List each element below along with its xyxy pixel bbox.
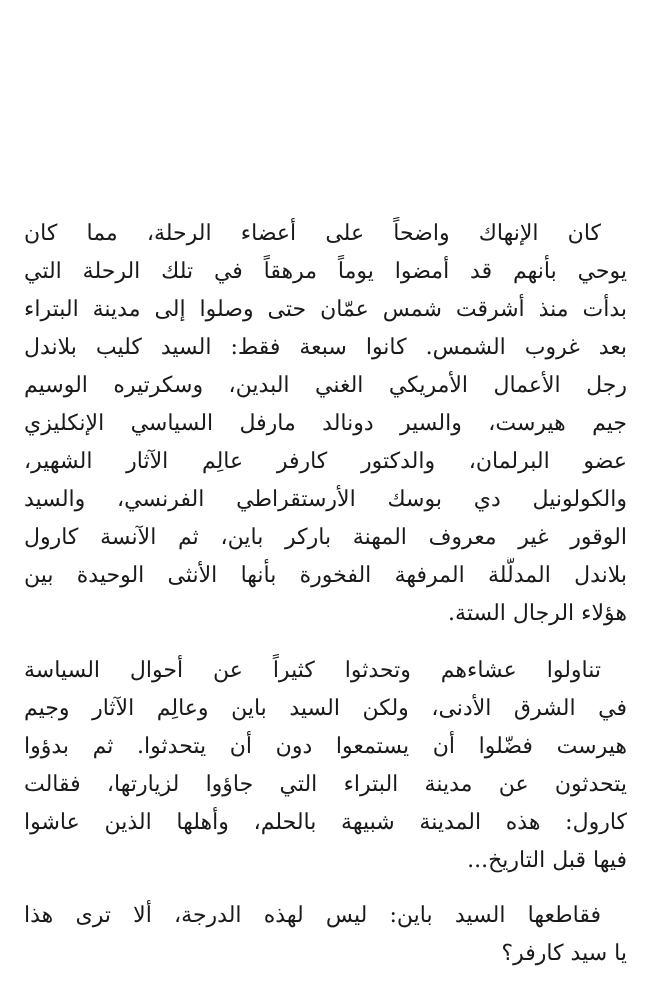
paragraph-2 [24,652,627,880]
text-line: في الشرق الأدنى، ولكن السيد باين وعالِم الآثار وجيم [24,696,627,721]
paragraph-1 [24,215,627,633]
text-line: فقاطعها السيد باين: ليس لهذه الدرجة، ألا ترى هذا [24,903,601,928]
text-line: كارول: هذه المدينة شبيهة بالحلم، وأهلها الذين عاشوا [24,810,627,835]
text-line: جيم هيرست، والسير دونالد مارفل السياسي الإنكليزي [24,411,627,436]
text-line: فيها قبل التاريخ... [467,848,627,873]
text-line: والكولونيل دي بوسك الأرستقراطي الفرنسي، والسيد [24,487,627,512]
text-line: هيرست فضّلوا أن يستمعوا دون أن يتحدثوا. ثم بدؤوا [24,734,627,759]
text-line: هؤلاء الرجال الستة. [448,601,627,626]
text-line: بدأت منذ أشرقت شمس عمّان حتى وصلوا إلى مدينة البتراء [24,297,627,322]
text-line: يوحي بأنهم قد أمضوا يوماً مرهقاً في تلك الرحلة التي [24,259,627,284]
text-line: كان الإنهاك واضحاً على أعضاء الرحلة، مما كان [24,221,601,246]
text-line: بلاندل المدلَّلة المرفهة الفخورة بأنها الأنثى الوحيدة بين [24,563,627,588]
text-line: الوقور غير معروف المهنة باركر باين، ثم الآنسة كارول [24,525,627,550]
text-line: تناولوا عشاءهم وتحدثوا كثيراً عن أحوال السياسة [24,658,601,683]
paragraph-3 [24,897,627,973]
text-line: رجل الأعمال الأمريكي الغني البدين، وسكرتيره الوسيم [24,373,627,398]
text-line: يا سيد كارفر؟ [501,941,627,966]
text-line: يتحدثون عن مدينة البتراء التي جاؤوا لزيارتها، فقالت [24,772,627,797]
text-line: بعد غروب الشمس. كانوا سبعة فقط: السيد كليب بلاندل [24,335,627,360]
text-line: عضو البرلمان، والدكتور كارفر عالِم الآثار الشهير، [24,449,627,474]
